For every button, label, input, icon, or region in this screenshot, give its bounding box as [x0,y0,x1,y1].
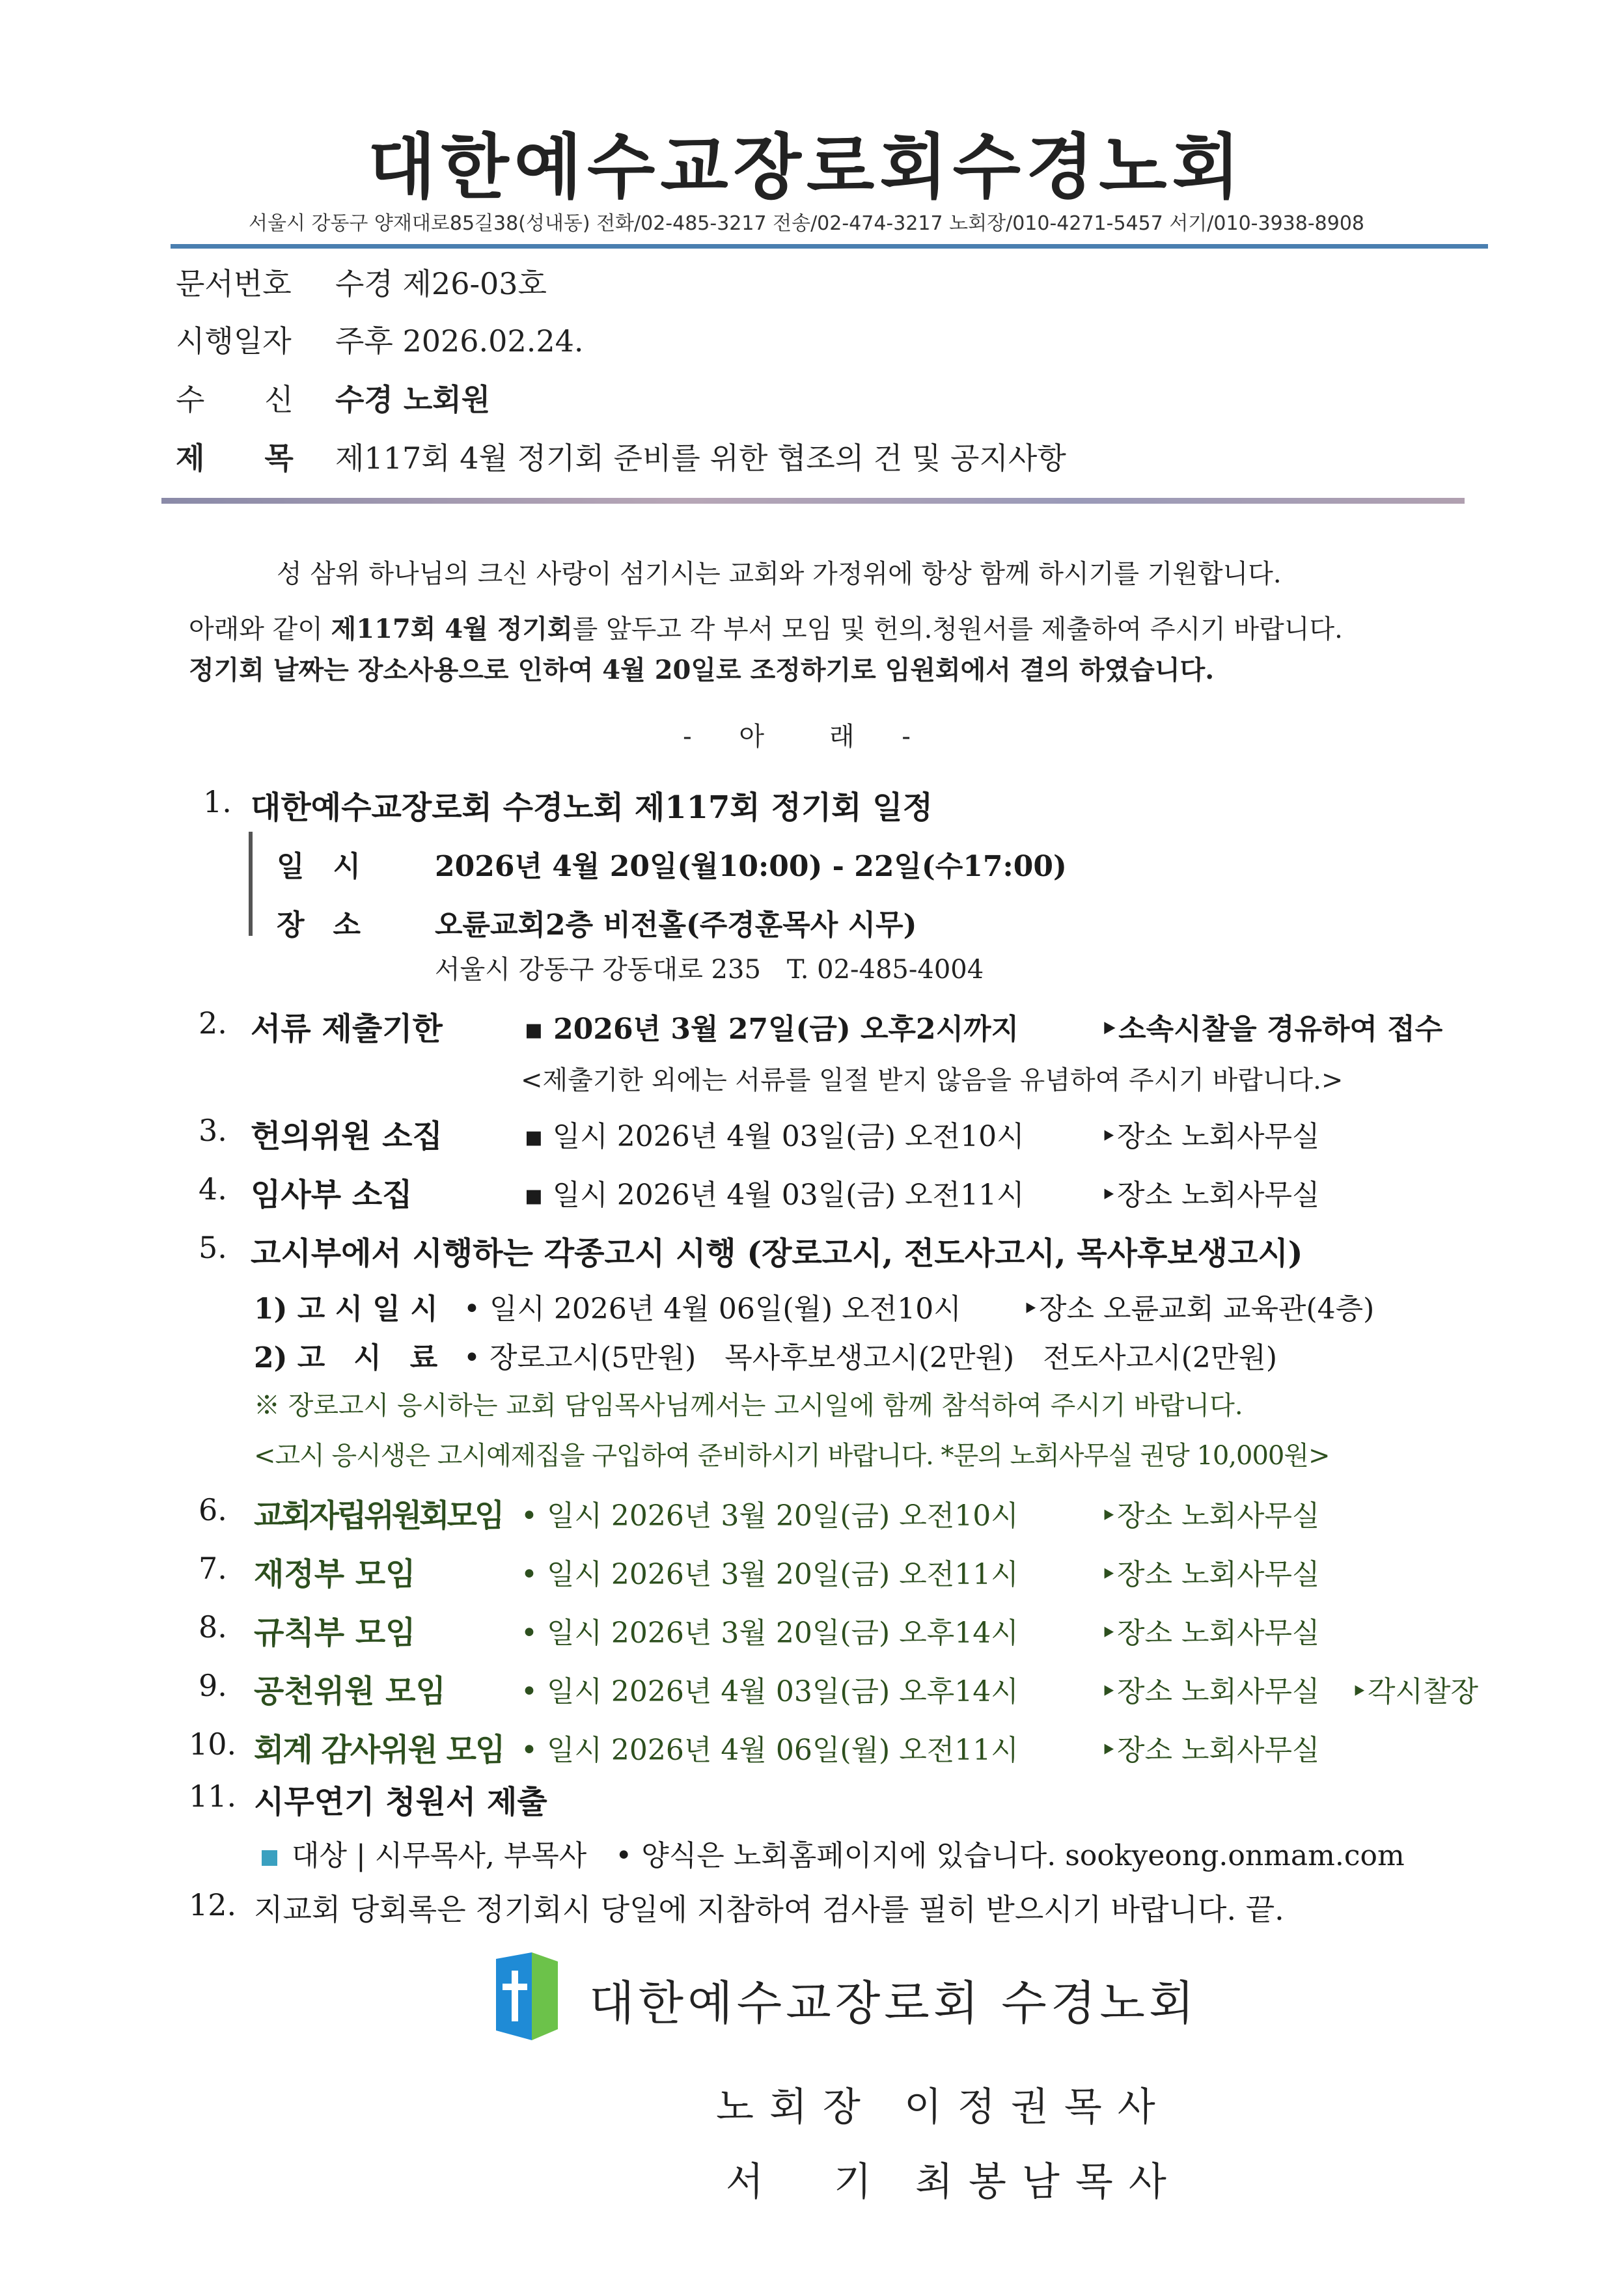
item-10-title: 회계 감사위원 모임 [254,1732,504,1768]
item-1-num: 1. [203,784,232,819]
schedule-where-label: 장 소 [277,909,361,942]
item-5-title: 고시부에서 시행하는 각종고시 시행 (장로고시, 전도사고시, 목사후보생고시) [251,1235,1303,1272]
doc-no: 수경 제26-03호 [335,266,547,301]
schedule-when: 2026년 4월 20일(월10:00) - 22일(수17:00) [435,850,1067,883]
schedule-when-label: 일 시 [277,850,361,883]
intro-greeting: 성 삼위 하나님의 크신 사랑이 섬기시는 교회와 가정위에 항상 함께 하시기를 기원합니다. [277,559,1282,589]
item-7-place: ‣장소 노회사무실 [1100,1558,1320,1591]
item-10-place: ‣장소 노회사무실 [1100,1734,1320,1767]
intro-request-a: 아래와 같이 [189,614,331,644]
item-3-num: 3. [199,1113,227,1148]
item-8-when: • 일시 2026년 3월 20일(금) 오후14시 [521,1617,1019,1650]
doc-no-label: 문서번호 [176,266,292,301]
item-7-when: • 일시 2026년 3월 20일(금) 오전11시 [521,1558,1019,1591]
square-bullet-icon [262,1850,277,1866]
item-9-place: ‣장소 노회사무실 [1100,1675,1320,1708]
subject: 제117회 4월 정기회 준비를 위한 협조의 건 및 공지사항 [335,441,1066,476]
item-10-when: • 일시 2026년 4월 06일(월) 오전11시 [521,1734,1019,1767]
item-2-title: 서류 제출기한 [251,1011,443,1047]
item-2-place: ‣소속시찰을 경유하여 접수 [1100,1013,1443,1046]
item-3-title: 헌의위원 소집 [251,1118,443,1155]
intro-request [189,608,1343,646]
item-6-place: ‣장소 노회사무실 [1100,1499,1320,1533]
item-5-num: 5. [199,1230,227,1265]
item-11-sub-text: 대상 | 시무목사, 부목사 • 양식은 노회홈페이지에 있습니다. sookyeong.onmam.com [292,1839,1405,1872]
schedule-address: 서울시 강동구 강동대로 235 T. 02-485-4004 [435,955,984,985]
exam-fee-label: 2) 고 시 료 [254,1341,438,1374]
exam-note-1: ※ 장로고시 응시하는 교회 담임목사님께서는 고시일에 함께 참석하여 주시기 바랍니다. [254,1391,1243,1421]
item-7-title: 재정부 모임 [254,1556,416,1592]
schedule-where: 오륜교회2층 비전홀(주경훈목사 시무) [435,909,917,942]
item-8-num: 8. [199,1609,227,1645]
church-cross-logo-icon [496,1952,558,2040]
clerk-signature: 서 기 최봉남목사 [726,2159,1182,2205]
item-9-extra: ‣각시찰장 [1351,1675,1478,1708]
date-label: 시행일자 [176,323,292,359]
item-9-when: • 일시 2026년 4월 03일(금) 오후14시 [521,1675,1019,1708]
item-2-when: ▪ 2026년 3월 27일(금) 오후2시까지 [524,1013,1019,1046]
item-11-num: 11. [189,1779,237,1814]
item-10-num: 10. [189,1727,237,1762]
subject-label: 제 목 [176,441,294,476]
exam-place: ‣장소 오륜교회 교육관(4층) [1022,1292,1375,1326]
item-3-place: ‣장소 노회사무실 [1100,1120,1320,1153]
moderator-signature: 노회장 이정권목사 [716,2084,1171,2130]
item-9-num: 9. [199,1668,227,1703]
item-9-title: 공천위원 모임 [254,1673,446,1710]
recipient: 수경 노회원 [335,382,491,417]
below-heading: - 아 래 - [683,722,930,752]
item-12-text: 지교회 당회록은 정기회시 당일에 지참하여 검사를 필히 받으시기 바랍니다. 끝. [254,1892,1284,1927]
item-6-when: • 일시 2026년 3월 20일(금) 오전10시 [521,1499,1019,1533]
org-address: 서울시 강동구 양재대로85길38(성내동) 전화/02-485-3217 전송/02-474-3217 노회장/010-4271-5457 서기/010-3938-8908 [248,212,1365,235]
item-8-place: ‣장소 노회사무실 [1100,1617,1320,1650]
item-4-when: ▪ 일시 2026년 4월 03일(금) 오전11시 [524,1179,1025,1212]
header-rule [171,244,1488,249]
org-title: 대한예수교장로회수경노회 [368,127,1245,208]
exam-fee: • 장로고시(5만원) 목사후보생고시(2만원) 전도사고시(2만원) [463,1341,1278,1374]
exam-date: • 일시 2026년 4월 06일(월) 오전10시 [463,1292,961,1326]
item-8-title: 규칙부 모임 [254,1615,416,1651]
intro-request-bold: 제117회 4월 정기회 [331,614,573,644]
item-7-num: 7. [199,1551,227,1586]
item-4-title: 임사부 소집 [251,1177,413,1213]
exam-date-label: 1) 고 시 일 시 [254,1292,438,1326]
item-6-title: 교회자립위원회모임 [254,1497,503,1534]
intro-request-b: 를 앞두고 각 부서 모임 및 헌의.청원서를 제출하여 주시기 바랍니다. [572,614,1343,644]
footer-org-name: 대한예수교장로회 수경노회 [589,1976,1198,2030]
item-4-place: ‣장소 노회사무실 [1100,1179,1320,1212]
item-12-num: 12. [189,1887,237,1922]
item-2-num: 2. [199,1005,227,1041]
exam-note-2: <고시 응시생은 고시예제집을 구입하여 준비하시기 바랍니다. *문의 노회사무실 권당 10,000원> [254,1441,1330,1471]
item-6-num: 6. [199,1492,227,1527]
item-1-title: 대한예수교장로회 수경노회 제117회 정기회 일정 [251,789,933,826]
item-11-sub [262,1832,1405,1874]
item-2-note: <제출기한 외에는 서류를 일절 받지 않음을 유념하여 주시기 바랍니다.> [521,1065,1344,1095]
intro-notice: 정기회 날짜는 장소사용으로 인하여 4월 20일로 조정하기로 임원회에서 결의 하였습니다. [189,655,1215,685]
item-3-when: ▪ 일시 2026년 4월 03일(금) 오전10시 [524,1120,1025,1153]
subject-rule [161,498,1465,504]
recipient-label: 수 신 [176,382,294,417]
item-11-title: 시무연기 청원서 제출 [254,1784,547,1820]
item-4-num: 4. [199,1171,227,1207]
date: 주후 2026.02.24. [335,323,584,359]
schedule-bar [249,832,253,936]
